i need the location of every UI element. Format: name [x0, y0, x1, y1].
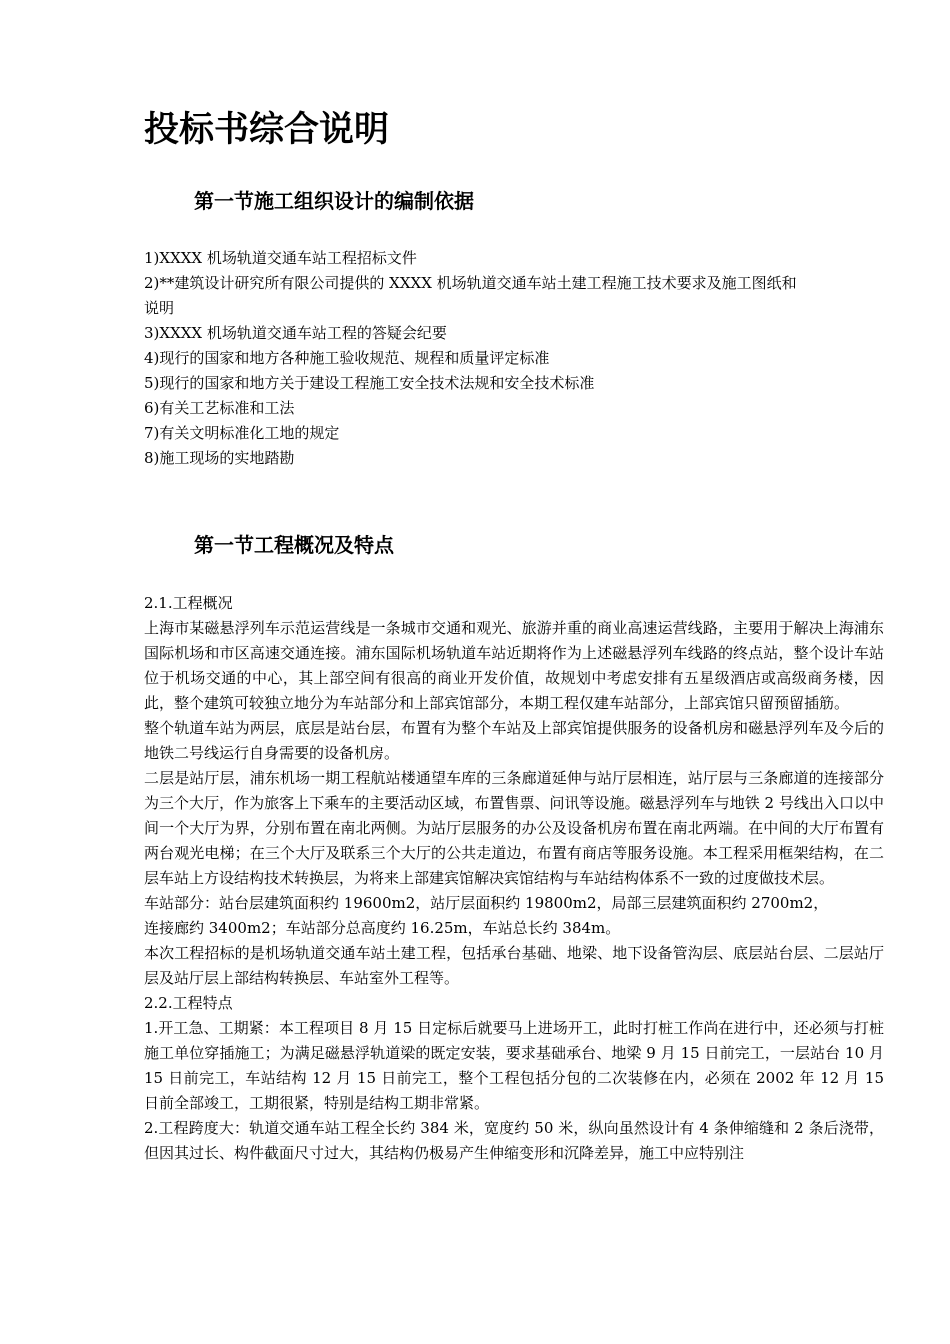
section-heading-basis: 第一节施工组织设计的编制依据	[194, 189, 474, 213]
paragraph-station-layers: 整个轨道车站为两层，底层是站台层，布置有为整个车站及上部宾馆提供服务的设备机房和磁悬浮列车及今后的地铁二号线运行自身需要的设备机房。	[144, 719, 884, 762]
paragraph-areas-line1: 车站部分：站台层建筑面积约 19600m2，站厅层面积约 19800m2，局部三层建筑面积约 2700m2，	[144, 894, 829, 912]
list-item: 3)XXXX 机场轨道交通车站工程的答疑会纪要	[144, 324, 447, 342]
list-item: 5)现行的国家和地方关于建设工程施工安全技术法规和安全技术标准	[144, 374, 595, 392]
list-item: 4)现行的国家和地方各种施工验收规范、规程和质量评定标准	[144, 349, 550, 367]
list-item: 2)**建筑设计研究所有限公司提供的 XXXX 机场轨道交通车站土建工程施工技术要求及施工图纸和	[144, 274, 797, 292]
subheading-overview: 2.1.工程概况	[144, 594, 233, 612]
paragraph-feature-span: 2.工程跨度大：轨道交通车站工程全长约 384 米，宽度约 50 米，纵向虽然设计有 4 条伸缩缝和 2 条后浇带，但因其过长、构件截面尺寸过大，其结构仍极易产生伸缩变形和沉降差异，施工中应特别注	[144, 1119, 884, 1162]
paragraph-tender-scope: 本次工程招标的是机场轨道交通车站土建工程，包括承台基础、地梁、地下设备管沟层、底层站台层、二层站厅层及站厅层上部结构转换层、车站室外工程等。	[144, 944, 884, 987]
paragraph-hall-level: 二层是站厅层，浦东机场一期工程航站楼通望车库的三条廊道延伸与站厅层相连，站厅层与三条廊道的连接部分为三个大厅，作为旅客上下乘车的主要活动区域，布置售票、问讯等设施。磁悬浮列车与地铁 2 号线出入口以中间一个大厅为界，分别布置在南北两侧。为站厅层服务的办公及设备机房布置在南北两端。在中间的大厅布置有两台观光电梯；在三个大厅及联系三个大厅的公共走道边，布置有商店等服务设施。本工程采用框架结构，在二层车站上方设结构技术转换层，为将来上部建宾馆解决宾馆结构与车站结构体系不一致的过度做技术层。	[144, 769, 884, 887]
paragraph-intro: 上海市某磁悬浮列车示范运营线是一条城市交通和观光、旅游并重的商业高速运营线路，主要用于解决上海浦东国际机场和市区高速交通连接。浦东国际机场轨道车站近期将作为上述磁悬浮列车线路的终点站，整个设计车站位于机场交通的中心，其上部空间有很高的商业开发价值，故规划中考虑安排有五星级酒店或高级商务楼，因此，整个建筑可较独立地分为车站部分和上部宾馆部分，本期工程仅建车站部分，上部宾馆只留预留插筋。	[144, 619, 884, 712]
section-heading-overview: 第一节工程概况及特点	[194, 533, 394, 557]
list-item: 6)有关工艺标准和工法	[144, 399, 295, 417]
list-item: 1)XXXX 机场轨道交通车站工程招标文件	[144, 249, 417, 267]
subheading-features: 2.2.工程特点	[144, 994, 233, 1012]
list-item: 7)有关文明标准化工地的规定	[144, 424, 340, 442]
list-item: 8)施工现场的实地踏勘	[144, 449, 295, 467]
paragraph-areas-line2: 连接廊约 3400m2；车站部分总高度约 16.25m，车站总长约 384m。	[144, 919, 621, 937]
list-item: 说明	[144, 299, 175, 317]
overview-body	[144, 591, 884, 1166]
document-title: 投标书综合说明	[144, 109, 390, 150]
basis-list	[144, 246, 884, 471]
paragraph-feature-schedule: 1.开工急、工期紧：本工程项目 8 月 15 日定标后就要马上进场开工，此时打桩工作尚在进行中，还必须与打桩施工单位穿插施工；为满足磁悬浮轨道梁的既定安装，要求基础承台、地梁 9 月 15 日前完工，一层站台 10 月 15 日前完工，车站结构 12 月 15 日前完工，整个工程包括分包的二次装修在内，必须在 2002 年 12 月 15 日前全部竣工，工期很紧，特别是结构工期非常紧。	[144, 1019, 884, 1112]
